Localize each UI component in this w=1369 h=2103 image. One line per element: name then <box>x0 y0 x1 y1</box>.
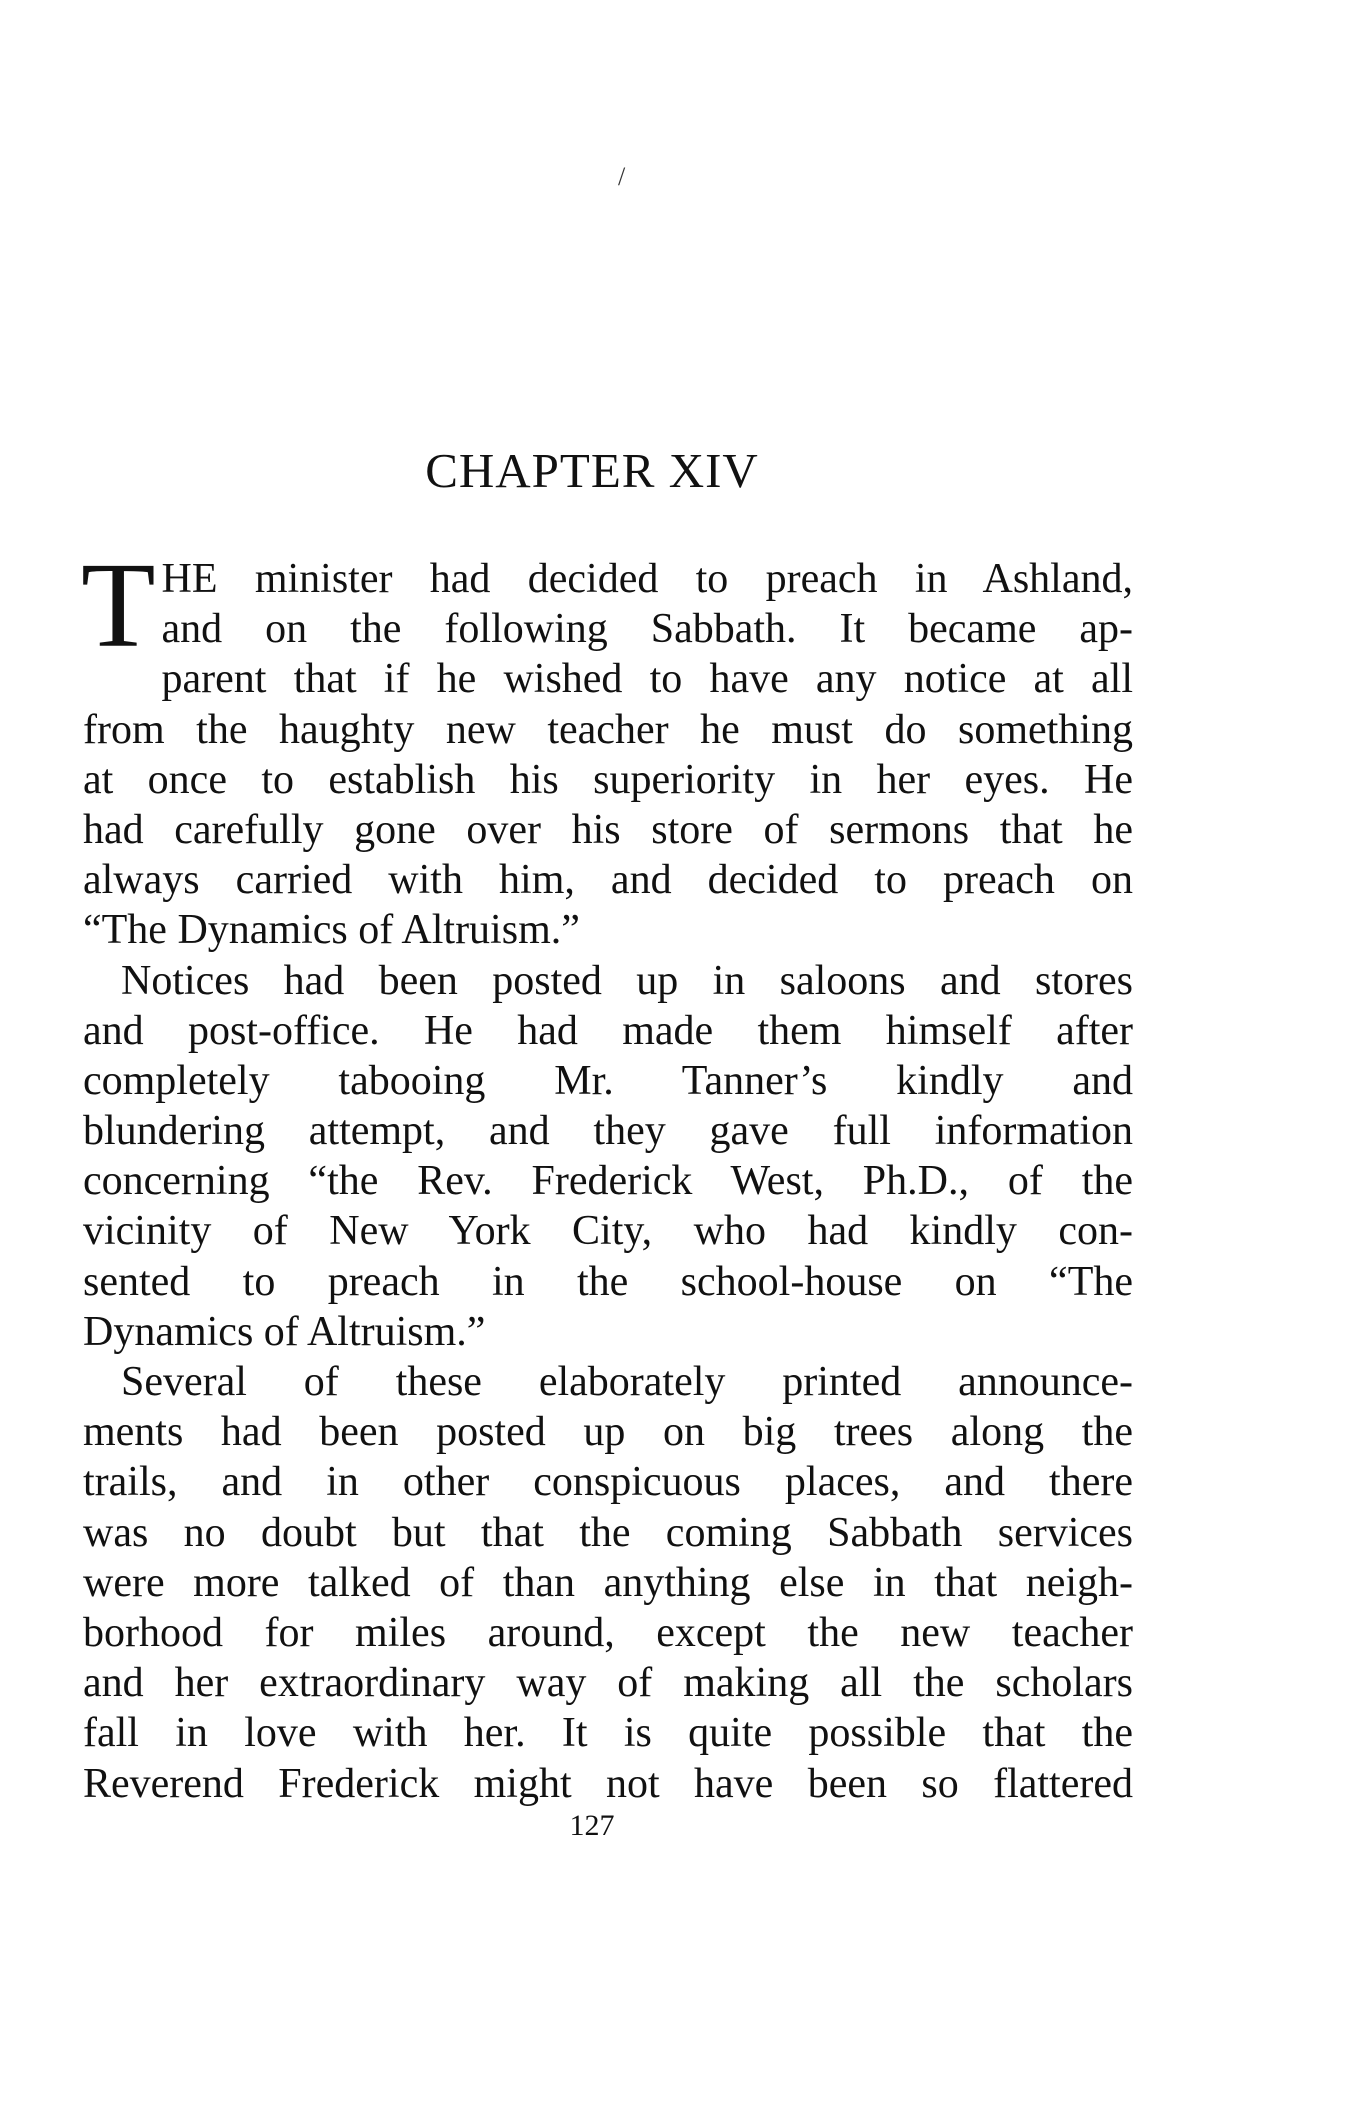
text-line: HE minister had decided to preach in Ashland, <box>161 556 1133 602</box>
paragraph-3 <box>83 1357 1133 1809</box>
text-line: always carried with him, and decided to preach on <box>83 857 1133 904</box>
text-line: had carefully gone over his store of sermons that he <box>83 806 1133 853</box>
text-line: and post-office. He had made them himself after <box>83 1007 1133 1054</box>
text-line: concerning “the Rev. Frederick West, Ph.D., of the <box>83 1158 1133 1205</box>
text-line: were more talked of than anything else in that neigh- <box>83 1559 1133 1606</box>
text-line: and her extraordinary way of making all the scholars <box>83 1660 1133 1707</box>
text-line: borhood for miles around, except the new teacher <box>83 1609 1133 1656</box>
text-line: completely tabooing Mr. Tanner’s kindly and <box>83 1057 1133 1104</box>
paragraph-1 <box>81 538 1133 956</box>
text-line: Notices had been posted up in saloons and stores <box>121 957 1133 1004</box>
text-line: Reverend Frederick might not have been so flattered <box>83 1760 1133 1807</box>
page-number: 127 <box>569 1809 615 1842</box>
text-line: parent that if he wished to have any notice at all <box>161 656 1133 703</box>
top-mark: / <box>618 162 626 191</box>
text-line: sented to preach in the school-house on “The <box>83 1258 1133 1305</box>
text-line: fall in love with her. It is quite possible that the <box>83 1710 1133 1757</box>
text-line: Dynamics of Altruism.” <box>83 1308 486 1355</box>
drop-cap: T <box>81 538 156 673</box>
text-line: ments had been posted up on big trees along the <box>83 1409 1133 1456</box>
text-line: vicinity of New York City, who had kindly con- <box>83 1208 1133 1255</box>
text-line: “The Dynamics of Altruism.” <box>83 907 580 954</box>
text-line: from the haughty new teacher he must do something <box>83 706 1133 753</box>
body-text <box>81 538 1133 1809</box>
text-line: was no doubt but that the coming Sabbath services <box>83 1509 1133 1556</box>
text-line: trails, and in other conspicuous places, and there <box>83 1459 1133 1506</box>
text-line: at once to establish his superiority in her eyes. He <box>83 756 1133 803</box>
chapter-heading: CHAPTER XIV <box>425 443 759 498</box>
text-line: blundering attempt, and they gave full information <box>83 1108 1133 1155</box>
text-line: and on the following Sabbath. It became ap- <box>161 606 1133 653</box>
paragraph-2 <box>83 956 1133 1358</box>
text-line: Several of these elaborately printed announce- <box>121 1359 1133 1405</box>
